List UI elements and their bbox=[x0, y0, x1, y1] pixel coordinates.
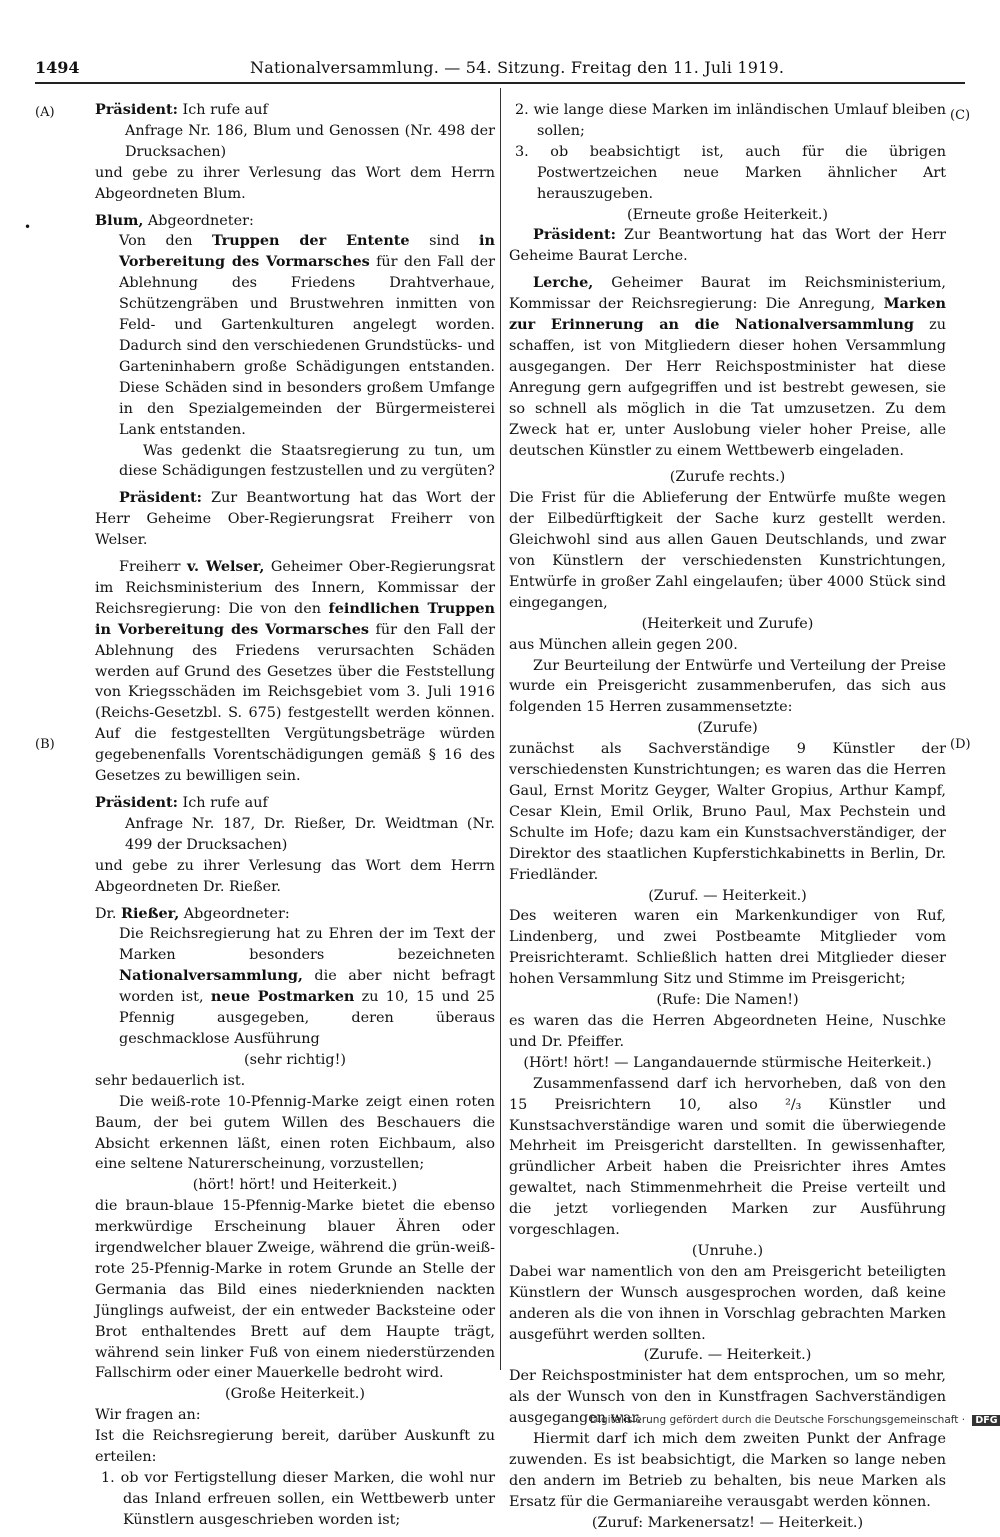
interjection: (Zurufe rechts.) bbox=[669, 469, 786, 486]
dfg-logo: DFG bbox=[972, 1415, 1000, 1426]
interjection: (Heiterkeit und Zurufe) bbox=[641, 615, 814, 632]
interjection: (Rufe: Die Namen!) bbox=[656, 992, 799, 1009]
interjection: (Erneute große Heiterkeit.) bbox=[626, 206, 829, 223]
interjection: (Große Heiterkeit.) bbox=[224, 1386, 365, 1403]
interjection: (Unruhe.) bbox=[691, 1242, 764, 1259]
speaker-name: Blum, bbox=[95, 211, 144, 229]
paragraph-praesident-4: Präsident: Zur Beantwortung hat das Wort der Herr Geheime Baurat Lerche. bbox=[509, 226, 946, 265]
digitization-credit: Digitalisierung gefördert durch die Deutsche Forschungsgemeinschaft · DFG bbox=[590, 1414, 1000, 1426]
margin-mark-b: (B) bbox=[35, 737, 55, 752]
inquiry-reference: Anfrage Nr. 186, Blum und Genossen (Nr. 498 der Drucksachen) bbox=[125, 122, 495, 160]
left-column bbox=[95, 100, 495, 1537]
running-title: Nationalversammlung. — 54. Sitzung. Freitag den 11. Juli 1919. bbox=[250, 58, 785, 77]
interjection: (sehr richtig!) bbox=[243, 1051, 347, 1068]
speaker-name: Präsident: bbox=[533, 226, 616, 244]
interjection: (Zurufe. — Heiterkeit.) bbox=[643, 1347, 812, 1364]
paragraph-praesident-1: Präsident: Ich rufe auf Anfrage Nr. 186, Blum und Genossen (Nr. 498 der Drucksachen) und gebe zu ihrer Verlesung das Wort dem Herrn Abgeordneten Blum. bbox=[95, 101, 495, 202]
speaker-name: Rießer, bbox=[120, 904, 180, 922]
speaker-name: v. Welser, bbox=[187, 558, 265, 576]
question-item: 3. ob beabsichtigt ist, auch für die übrigen Postwertzeichen neue Marken ähnlicher Art herauszugeben. bbox=[515, 143, 946, 202]
speaker-name: Lerche, bbox=[533, 274, 594, 292]
interjection: (Zuruf. — Heiterkeit.) bbox=[648, 887, 807, 904]
interjection: (Zurufe) bbox=[697, 720, 758, 737]
column-divider bbox=[500, 88, 501, 1370]
speaker-name: Präsident: bbox=[119, 489, 202, 507]
interjection: (hört! hört! und Heiterkeit.) bbox=[192, 1177, 398, 1194]
speaker-name: Präsident: bbox=[95, 101, 178, 118]
margin-mark-c: (C) bbox=[950, 108, 971, 123]
page-header bbox=[35, 58, 965, 84]
interjection: (Hört! hört! — Langandauernde stürmische Heiterkeit.) bbox=[523, 1054, 932, 1071]
question-item: 1. ob vor Fertigstellung dieser Marken, die wohl nur das Inland erfreuen sollen, ein Wettbewerb unter Künstlern ausgeschrieben worden ist; bbox=[101, 1470, 495, 1528]
margin-bullet: • bbox=[24, 220, 32, 234]
inquiry-reference: Anfrage Nr. 187, Dr. Rießer, Dr. Weidtman (Nr. 499 der Drucksachen) bbox=[125, 815, 495, 853]
paragraph-blum: Blum, Abgeordneter: Von den Truppen der Entente sind in Vorbereitung des Vormarsches für den Fall der Ablehnung des Friedens Drahtverhaue, Schützengräben und Brustwehren inmitten von Feld- und Gartenkulturen angelegt worden. Dadurch sind den verschiedenen Grundstücks- und Garteninhabern große Schädigungen entstanden. Diese Schäden sind in besonders großem Umfange in den Spezialgemeinden der Bürgermeisterei Lank entstanden. Was gedenkt die Staatsregierung zu tun, um diese Schädigungen festzustellen und zu vergüten? bbox=[95, 211, 495, 480]
margin-mark-a: (A) bbox=[35, 105, 55, 120]
paragraph-praesident-3: Präsident: Ich rufe auf Anfrage Nr. 187, Dr. Rießer, Dr. Weidtman (Nr. 499 der Drucksachen) und gebe zu ihrer Verlesung das Wort dem Herrn Abgeordneten Dr. Rießer. bbox=[95, 794, 495, 895]
paragraph-lerche: Lerche, Geheimer Baurat im Reichsministerium, Kommissar der Reichsregierung: Die Anregung, Marken zur Erinnerung an die Nationalversammlung zu schaffen, ist von Mitgliedern dieser hohen Versammlung ausgegangen. Der Herr Reichspostminister hat diese Anregung gern aufgegriffen und ist bestrebt gewesen, sie so schnell als möglich in die Tat umzusetzen. Zu dem Zweck hat er, unter Auslobung vieler hoher Preise, alle deutschen Künstler zu einem Wettbewerb eingeladen. bbox=[509, 274, 946, 459]
right-column: 2. wie lange diese Marken im inländischen Umlauf bleiben sollen; 3. ob beabsichtigt ist, auch für die übrigen Postwertzeichen neue Marken ähnlicher Art herauszugeben. (Erneute große Heiterkeit.) Präsident: Zur Beantwortung hat das Wort der Herr Geheime Baurat Lerche. Lerche, Geheimer Baurat im Reichsministerium, Kommissar der Reichsregierung: Die Anregung, Marken zur Erinnerung an die Nationalversammlung zu schaffen, ist von Mitgliedern dieser hohen Versammlung ausgegangen. Der Herr Reichspostminister hat diese Anregung gern aufgegriffen und ist bestrebt gewesen, sie so schnell als möglich in die Tat umzusetzen. Zu dem Zweck hat er, unter Auslobung vieler hoher Preise, alle deutschen Künstler zu einem Wettbewerb eingeladen. (Zurufe rechts.) Die Frist für die Ablieferung der Entwürfe mußte wegen der Eilbedürftigkeit der Sache kurz gestellt werden. Gleichwohl sind aus allen Gauen Deutschlands, und zwar von Künstlern der verschiedensten Kunstrichtungen, Entwürfe in großer Zahl eingelaufen; über 4000 Stück sind eingegangen, (Heiterkeit und Zurufe) aus München allein gegen 200. Zur Beurteilung der Entwürfe und Verteilung der Preise wurde ein Preisgericht zusammenberufen, das sich aus folgenden 15 Herren zusammensetzte: (Zurufe) zunächst als Sachverständige 9 Künstler der verschiedensten Kunstrichtungen; es waren das die Herren Gaul, Ernst Moritz Geyger, Walter Gropius, Arthur Kampf, Cesar Klein, Emil Orlik, Bruno Paul, Max Pechstein und Schulte im Hofe; dazu kam ein Kunstsachverständiger, der Direktor des staatlichen Kupferstichkabinetts in Berlin, Dr. Friedländer. (Zuruf. — Heiterkeit.) Des weiteren waren ein Markenkundiger von Ruf, Lindenberg, und zwei Postbeamte Mitglieder vom Preisrichteramt. Schließlich hatten drei Mitglieder dieser hohen Versammlung Sitz und Stimme im Preisgericht; (Rufe: Die Namen!) es waren das die Herren Abgeordneten Heine, Nuschke und Dr. Pfeiffer. (Hört! hört! — Langandauernde stürmische Heiterkeit.) Zusammenfassend darf ich hervorheben, daß von den 15 Preisrichtern 10, also ²/₃ Künstler und Kunstsachverständige waren und somit die überwiegende Mehrheit im Preisgericht darstellten. In gewissenhafter, gründlicher Arbeit haben die Preisrichter ihres Amtes gewaltet, nach Stimmenmehrheit die Preise verteilt und die jetzt vorliegenden Marken zur Ausführung vorgeschlagen. (Unruhe.) Dabei war namentlich von den am Preisgericht beteiligten Künstlern der Wunsch ausgesprochen worden, daß keine anderen als die von ihnen in Vorschlag gebrachten Marken ausgeführt werden sollten. (Zurufe. — Heiterkeit.) Der Reichspostminister hat dem entsprochen, um so mehr, als der Wunsch von den in Kunstfragen Sachverständigen ausgegangen war. Hiermit darf ich mich dem zweiten Punkt der Anfrage zuwenden. Es ist beabsichtigt, die Marken so lange neben den andern im Betrieb zu behalten, bis neue Marken als Ersatz für die Germaniareihe verausgabt werden können. (Zuruf: Markenersatz! — Heiterkeit.) bbox=[509, 100, 946, 1534]
paragraph-welser: Freiherr v. Welser, Geheimer Ober-Regierungsrat im Reichsministerium des Innern, Kommissar der Reichsregierung: Die von den feindlichen Truppen in Vorbereitung des Vormarsches für den Fall der Ablehnung des Friedens verursachten Schäden werden auf Grund des Gesetzes über die Feststellung von Kriegsschäden im Reichsgebiet vom 3. Juli 1916 (Reichs-Gesetzbl. S. 675) festgestellt werden können. Auf die festgestellten Vergütungsbeträge würden gegebenenfalls Vorentschädigungen gemäß § 16 des Gesetzes zu bewilligen sein. bbox=[95, 558, 495, 785]
page-number: 1494 bbox=[35, 58, 80, 77]
speaker-name: Präsident: bbox=[95, 794, 178, 811]
question-item: 2. wie lange diese Marken im inländischen Umlauf bleiben sollen; bbox=[515, 102, 946, 139]
margin-mark-d: (D) bbox=[950, 737, 971, 752]
paragraph-riesser: Dr. Rießer, Abgeordneter: Die Reichsregierung hat zu Ehren der im Text der Marken besonders bezeichneten Nationalversammlung, die aber nicht befragt worden ist, neue Postmarken zu 10, 15 und 25 Pfennig ausgegeben, deren überaus geschmacklose Ausführung (sehr richtig!) sehr bedauerlich ist. Die weiß-rote 10-Pfennig-Marke zeigt einen roten Baum, der bei gutem Willen des Beschauers die Absicht erkennen läßt, einen roten Eichbaum, also eine seltene Naturerscheinung, vorzustellen; (hört! hört! und Heiterkeit.) die braun-blaue 15-Pfennig-Marke bietet die ebenso merkwürdige Erscheinung blauer Ähren oder irgendwelcher blauer Zweige, während die grün-weiß-rote 25-Pfennig-Marke in rotem Grunde an Stelle der Germania das Bild eines niederknienden nackten Jünglings aufweist, der ein entweder Backsteine oder Brot enthaltendes Brett auf dem Haupte trägt, während sein linker Fuß von einem niederstürzenden Fallschirm oder einer Mauerkelle bedroht wird. (Große Heiterkeit.) Wir fragen an: Ist die Reichsregierung bereit, darüber Auskunft zu erteilen: 1. ob vor Fertigstellung dieser Marken, die wohl nur das Inland erfreuen sollen, ein Wettbewerb unter Künstlern ausgeschrieben worden ist; bbox=[95, 904, 495, 1531]
interjection: (Zuruf: Markenersatz! — Heiterkeit.) bbox=[591, 1514, 864, 1531]
paragraph-praesident-2: Präsident: Zur Beantwortung hat das Wort der Herr Geheime Ober-Regierungsrat Freiherr von Welser. bbox=[95, 489, 495, 549]
